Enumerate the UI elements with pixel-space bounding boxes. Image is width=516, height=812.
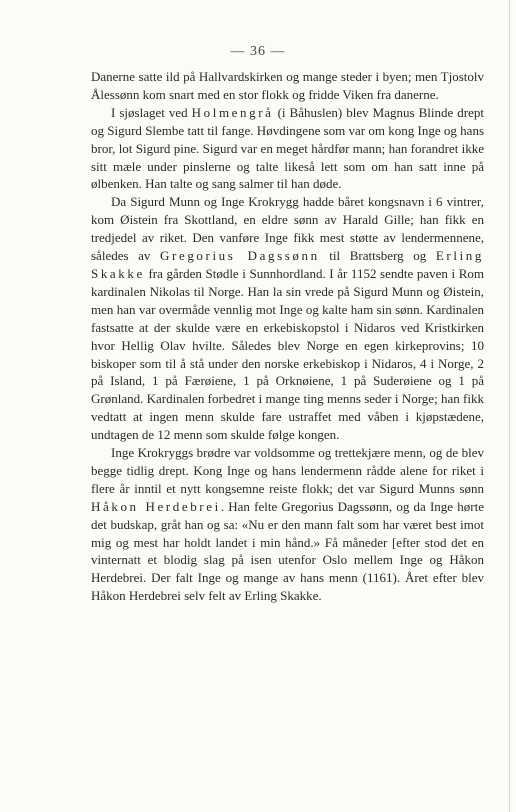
- text-run: Da Sigurd Munn og Inge Krokrygg hadde båret kongsnavn i 6 vintrer, kom Øistein fra Skottland, en eldre sønn av Harald Gille; han fikk en tredjedel av riket. Den vanføre Inge fikk mest støtte av lendermennene, således av: [91, 194, 484, 264]
- text-run: fra gården Stødle i Sunnhordland. I år 1152 sendte paven i Rom kardinalen Nikolas til Norge. Han la sin vrede på Sigurd Munn og Øistein, men han var overmåde vennlig mot Inge og kalte ham sin sønn. Kardinalen fastsatte at der skulde være en erkebiskopstol i Nidaros ved Kristkirken hvor Hellig Olav hvilte. Således blev Norge en egen kirkeprovins; 10 biskoper som til å stå under den norske erkebiskop i Nidaros, 4 i Norge, 2 på Island, 1 på Færøiene, 1 på Orknøiene, 1 på Suderøiene og 1 på Grønland. Kardinalen forbedret i mange ting menns seder i Norge; han fikk vedtatt at ingen menn skulde fare ustraffet med våben i kjøpstædene, undtagen de 12 menn som skulde følge kongen.: [91, 265, 484, 443]
- paragraph: [91, 444, 484, 605]
- spaced-name: Erling Skakke: [91, 248, 484, 281]
- spaced-name: Holmengrå: [191, 104, 274, 120]
- paragraph: [91, 104, 484, 194]
- text-run: Inge Krokryggs brødre var voldsomme og trettekjære menn, og de blev begge tidlig drept. Kong Inge og hans lendermenn rådde alene for riket i flere år inntil et nytt kongsemne reiste flokk; det var Sigurd Munns sønn: [91, 445, 484, 496]
- text-run: . Han felte Gregorius Dagssønn, og da Inge hørte det budskap, gråt han og sa: «Nu er den mann falt som har været best imot mig og mest har holdt landet i min hånd.» Få måneder [efter stod det en vinternatt et blodig slag på isen utenfor Oslo mellem Inge og Håkon Herdebrei. Der falt Inge og mange av hans menn (1161). Året efter blev Håkon Herdebrei selv felt av Erling Skakke.: [91, 498, 484, 604]
- page-number: — 36 —: [230, 44, 286, 59]
- text-run: I sjøslaget ved: [111, 104, 192, 120]
- paragraph: [91, 68, 484, 104]
- text-run: Danerne satte ild på Hallvardskirken og mange steder i byen; men Tjostolv Ålessønn kom snart med en stor flokk og fridde Viken fra danerne.: [91, 69, 484, 102]
- text-run: (i Båhuslen) blev Magnus Blinde drept og Sigurd Slembe tatt til fange. Høvdingene som var om kong Inge og hans bror, lot Sigurd pine. Sigurd var en meget hårdfør mann; han forandret ikke sitt mæle under pinslerne og talte likeså lett som om han satt inne på ølbenken. Han talte og sang salmer til han døde.: [91, 104, 484, 192]
- body-text: [91, 68, 484, 605]
- spaced-name: Håkon Herdebrei: [91, 498, 221, 514]
- spaced-name: Gregorius Dagssønn: [160, 248, 320, 264]
- paragraph: [91, 193, 484, 444]
- page-edge: [509, 0, 510, 812]
- text-run: til Brattsberg og: [319, 248, 436, 264]
